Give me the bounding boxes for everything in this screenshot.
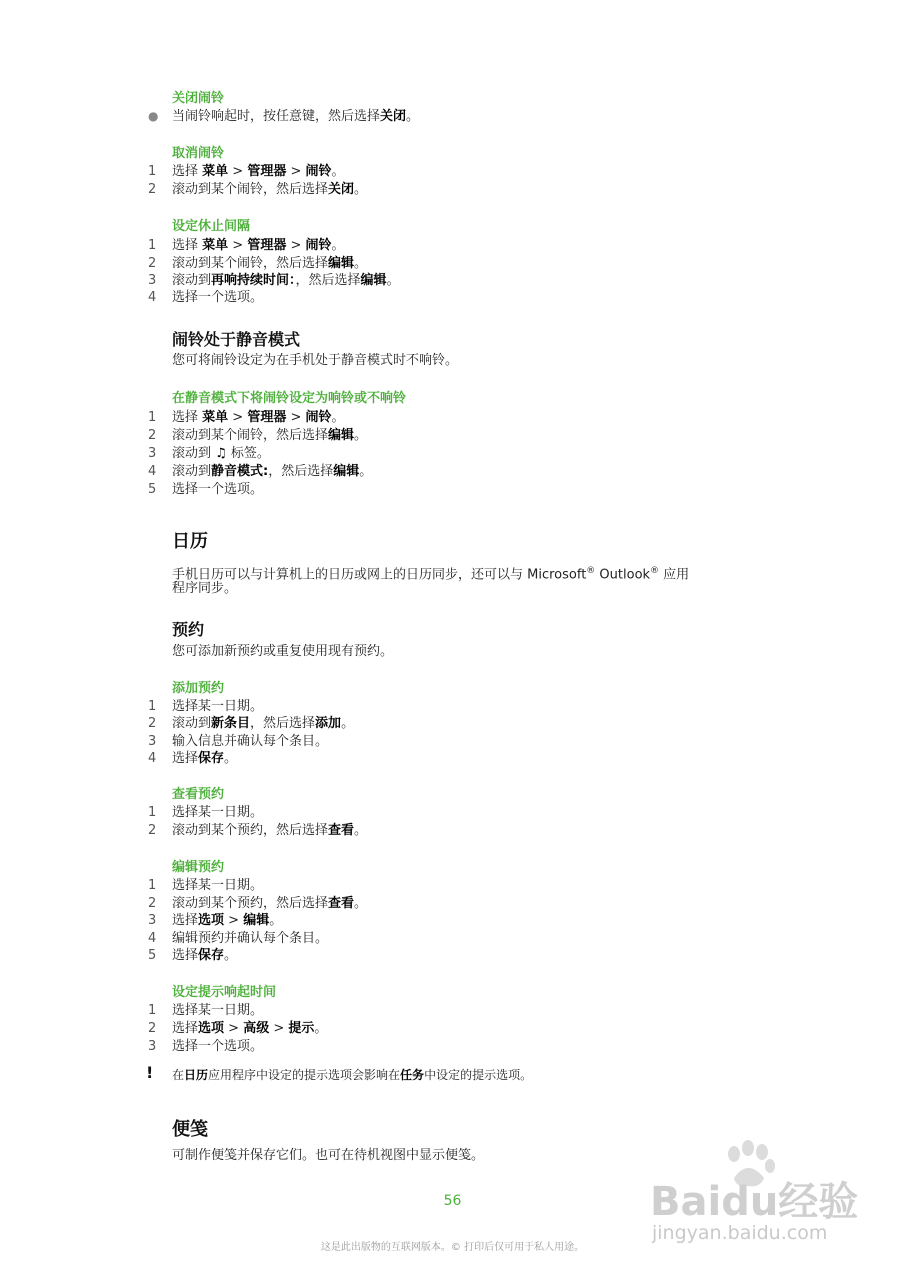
step: 5 选择一个选项。 — [148, 482, 264, 497]
calendar-heading: 日历 — [172, 531, 208, 552]
watermark-url: jingyan.baidu.com — [652, 1222, 828, 1244]
step: 3 选择一个选项。 — [148, 1039, 264, 1054]
close-alarm-bullet: ● 当闹铃响起时，按任意键，然后选择关闭。 — [148, 109, 420, 124]
edit-appointment-title: 编辑预约 — [172, 860, 225, 875]
add-appointment-title: 添加预约 — [172, 681, 225, 696]
warning-icon: ! — [146, 1063, 154, 1082]
silent-mode-title: 在静音模式下将闹铃设定为响铃或不响铃 — [172, 391, 407, 406]
step: 1 选择 菜单 > 管理器 > 闹铃。 — [148, 410, 345, 425]
step: 2 滚动到某个闹铃，然后选择关闭。 — [148, 182, 368, 197]
calendar-desc-line2: 程序同步。 — [172, 581, 238, 596]
step: 2 滚动到新条目，然后选择添加。 — [148, 716, 355, 731]
step: 2 滚动到某个预约，然后选择查看。 — [148, 823, 368, 838]
step: 1 选择某一日期。 — [148, 1003, 264, 1018]
reminder-title: 设定提示响起时间 — [172, 985, 277, 1000]
music-note-icon: ♫ — [215, 446, 227, 461]
step: 3 滚动到 ♫ 标签。 — [148, 446, 270, 461]
bullet-icon: ● — [148, 109, 159, 123]
page-number: 56 — [443, 1193, 462, 1209]
step: 4 选择保存。 — [148, 751, 238, 766]
step: 1 选择 菜单 > 管理器 > 闹铃。 — [148, 238, 345, 253]
notes-heading: 便笺 — [172, 1119, 208, 1140]
step: 3 滚动到再响持续时间：，然后选择编辑。 — [148, 273, 400, 288]
step: 5 选择保存。 — [148, 948, 238, 963]
snooze-title: 设定休止间隔 — [172, 219, 251, 234]
appointments-desc: 您可添加新预约或重复使用现有预约。 — [172, 644, 394, 659]
watermark-logo: Baidu经验 — [650, 1179, 859, 1225]
notes-desc: 可制作便笺并保存它们。也可在待机视图中显示便笺。 — [172, 1148, 485, 1163]
step: 4 编辑预约并确认每个条目。 — [148, 931, 329, 946]
silent-mode-desc: 您可将闹铃设定为在手机处于静音模式时不响铃。 — [172, 353, 459, 368]
reminder-note: 在日历应用程序中设定的提示选项会影响在任务中设定的提示选项。 — [172, 1068, 533, 1082]
footer-notice: 这是此出版物的互联网版本。© 打印后仅可用于私人用途。 — [320, 1242, 585, 1253]
step: 4 滚动到静音模式:，然后选择编辑。 — [148, 464, 373, 479]
step: 1 选择某一日期。 — [148, 878, 264, 893]
appointments-heading: 预约 — [172, 620, 205, 639]
cancel-alarm-title: 取消闹铃 — [172, 146, 225, 161]
view-appointment-title: 查看预约 — [172, 787, 225, 802]
step: 1 选择某一日期。 — [148, 805, 264, 820]
step: 1 选择某一日期。 — [148, 699, 264, 714]
calendar-desc-line1: 手机日历可以与计算机上的日历或网上的日历同步，还可以与 Microsoft® Outlook® 应用 — [172, 566, 690, 583]
step: 4 选择一个选项。 — [148, 290, 264, 305]
step: 2 选择选项 > 高级 > 提示。 — [148, 1021, 328, 1036]
close-alarm-title: 关闭闹铃 — [172, 91, 225, 106]
step: 1 选择 菜单 > 管理器 > 闹铃。 — [148, 164, 345, 179]
step: 3 选择选项 > 编辑。 — [148, 913, 283, 928]
step: 2 滚动到某个闹铃，然后选择编辑。 — [148, 428, 368, 443]
step: 2 滚动到某个闹铃，然后选择编辑。 — [148, 256, 368, 271]
step: 3 输入信息并确认每个条目。 — [148, 734, 329, 749]
step: 2 滚动到某个预约，然后选择查看。 — [148, 896, 368, 911]
silent-mode-heading: 闹铃处于静音模式 — [172, 330, 301, 349]
